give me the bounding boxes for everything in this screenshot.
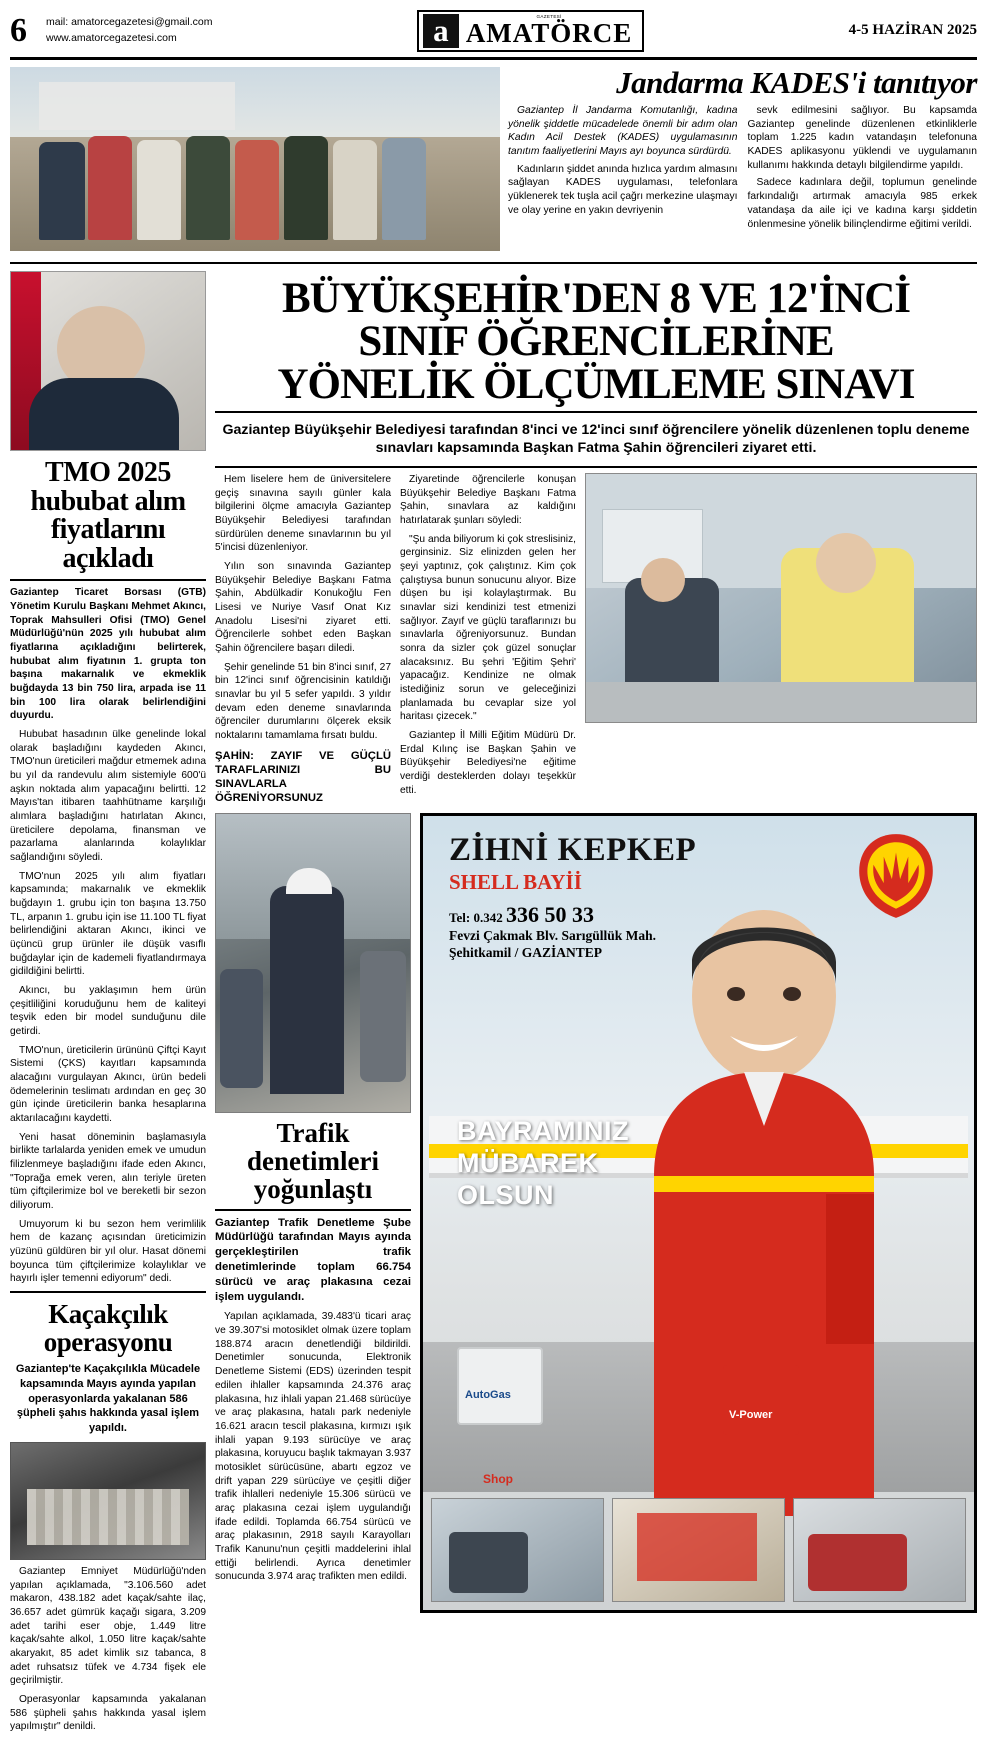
photo-seized-goods xyxy=(27,1489,190,1545)
photo-person xyxy=(284,136,328,240)
main-c1-p3: Şehir genelinde 51 bin 8'inci sınıf, 27 bin 12'inci sınıf öğrencisinin katıldığı sınavlar bu yıl 5 sefer yapıldı. 3 yıldır devam eden deneme sınavlarında öğrenciler durumlarını ölçerek eksik noktalarını tamamlama fırsatı buldu. xyxy=(215,661,391,741)
kades-headline: Jandarma KADES'i tanıtıyor xyxy=(616,65,977,100)
ad-greeting xyxy=(457,1116,629,1212)
main-headline-line-3: YÖNELİK ÖLÇÜMLEME SINAVI xyxy=(277,361,915,408)
photo-officer xyxy=(270,886,344,1095)
photo-tent xyxy=(39,82,235,130)
kacakcilik-p1: Gaziantep Emniyet Müdürlüğü'nden yapılan açıklamada, "3.106.560 adet makaron, 438.182 adet kaçak/sahte ilaç, 36.657 adet gümrük kaçağı sigara, 3.209 adet tarihi eser obje, 1.449 litre kaçak/sahte alkol, 1.050 litre kaçak/sahte akaryakıt, 85 adet kimlik sız tabanca, 8 adet ruhsatsız tüfek ve 4.734 fişek ele geçirilmiştir. xyxy=(10,1565,206,1687)
divider xyxy=(215,466,977,468)
left-column xyxy=(10,271,206,1739)
tmo-body xyxy=(10,586,206,1286)
masthead-mail: mail: amatorcegazetesi@gmail.com xyxy=(46,15,213,28)
photo-person xyxy=(88,136,132,240)
ad-phone xyxy=(449,902,594,928)
kades-column-2 xyxy=(748,104,978,235)
trafik-photo xyxy=(215,813,411,1113)
divider xyxy=(215,411,977,413)
main-story-columns xyxy=(215,473,977,805)
main-c1-p2: Yılın son sınavında Gaziantep Büyükşehir Belediye Başkanı Fatma Şahin, Abdülkadir Konukoğlu Fen Lisesi ve Nuriye Vasıf Onat Kız Anadolu Lisesi'ni ziyaret etti. Öğrencilerle sohbet eden Başkan Şahin öğrencilere başarı diledi. xyxy=(215,560,391,654)
bottom-area xyxy=(215,813,977,1613)
kacakcilik-p2: Operasyonlar kapsamında yakalanan 586 şüpheli şahıs hakkında yasal işlem yapılmıştır" denildi. xyxy=(10,1693,206,1733)
divider xyxy=(10,1291,206,1293)
ad-thumbnail-3 xyxy=(793,1498,966,1602)
ad-phone-label: Tel: 0.342 xyxy=(449,910,503,926)
main-content xyxy=(10,271,977,1739)
right-area xyxy=(215,271,977,1739)
ad-pump-vpower: V-Power xyxy=(723,1365,799,1435)
main-c1-p1: Hem liselere hem de üniversitelere geçiş sınavına sayılı günler kala bilgilerini ölçme amacıyla Gaziantep Büyükşehir Belediyesi tarafından sürdürülen deneme sınavlarının bu yıl 5'incisi düzenleniyor. xyxy=(215,473,391,554)
tmo-p5: TMO'nun, üreticilerin ürününü Çiftçi Kayıt Sistemi (ÇKS) kayıtları kapsamında alacağını vurgulayan Akıncı, ürün bedeli ödemelerinin teslimatı ardından en geç 30 gün içinde üreticilerin banka hesaplarına aktarılacağını kaydetti. xyxy=(10,1044,206,1125)
shell-advertisement[interactable] xyxy=(420,813,977,1613)
issue-date: 4-5 HAZİRAN 2025 xyxy=(848,22,977,38)
ad-greeting-line-3: OLSUN xyxy=(457,1179,554,1210)
page-number: 6 xyxy=(10,11,27,49)
kades-text-block xyxy=(508,67,977,257)
section-divider xyxy=(10,262,977,264)
photo-face xyxy=(641,558,685,602)
kades-lead: Gaziantep İl Jandarma Komutanlığı, kadına yönelik şiddetle mücadelede önemli bir adım olan Kadın Acil Destek (KADES) uygulamasının tanıtım faaliyetlerini Mayıs ayı boyunca sürdürdü. xyxy=(508,105,738,158)
sahin-visit-photo xyxy=(585,473,977,723)
thumb-vehicle xyxy=(808,1534,907,1591)
ad-thumbnail-strip xyxy=(431,1498,966,1602)
masthead xyxy=(10,8,977,60)
masthead-web: www.amatorcegazetesi.com xyxy=(46,31,177,44)
trafik-p1: Yapılan açıklamada, 39.483'ü ticari araç ve 39.307'si motosiklet olmak üzere toplam 188.874 aracın denetlendiği bildirildi. Denetimler sonucunda, Elektronik Denetleme Sistemi (EDS) üzerinden tespit edilen ihlaller kapsamında 24.376 araç plakasına, hız ihlali yapan 21.468 sürücüye ve araç plakasına, hatalı park nedeniyle 16.621 aracın tescil plakasına, kırmızı ışık ihlali yapan 9.193 sürücüye ve araç plakasına, koruyucu başlık takmayan 3.937 motosiklet sürücüsüne, abartı egzoz ve drift yapan 229 sürücüye ve çeşitli diğer trafik ihlalleri nedeniyle 15.306 sürücü ve araç plakasına cezai işlem uygulandığı ifade edildi. Toplamda 66.754 sürücü ve araç plakasının, 2918 sayılı Karayolları Trafik Kanunu'nun çeşitli maddelerini ihlal ettiği belirlendi. Ayrıca denetimler sonucunda 3.974 araç trafikten men edildi. xyxy=(215,1311,411,1583)
trafik-column xyxy=(215,813,411,1613)
kades-p1: Kadınların şiddet anında hızlıca yardım almasını sağlayan KADES uygulaması, telefonlara yüklenerek tek tuşla acil çağrı merkezine ulaşmayı ve olay yerine en yakın devriyenin xyxy=(508,163,738,216)
photo-person xyxy=(186,136,230,240)
ad-address-line-1: Fevzi Çakmak Blv. Sarıgüllük Mah. xyxy=(449,928,657,944)
tmo-p4: Akıncı, bu yaklaşımın hem ürün çeşitliliğini koruduğunu hem de kaliteyi teşvik eden bir model sunduğunu dile getirdi. xyxy=(10,985,206,1038)
top-story xyxy=(10,67,977,257)
tmo-p2: Hububat hasadının ülke genelinde lokal olarak başladığını kaydeden Akıncı, TMO'nun üreticileri mağdur etmemek adına bu yıl da randevulu alım sistemiyle 600'ü aşkın noktada alım yapacağını belirtti. 12 Mayıs'tan itibaren taahhütname karşılığı alımlara başladığını hatırlatan Akıncı, üreticilere depolama, finansman ve pazarlama alanlarında kolaylıklar sağlandığını söyledi. xyxy=(10,728,206,863)
photo-person xyxy=(333,140,377,240)
divider xyxy=(215,1209,411,1211)
kacakcilik-photo xyxy=(10,1442,206,1560)
tmo-p1: Gaziantep Ticaret Borsası (GTB) Yönetim Kurulu Başkanı Mehmet Akıncı, Toprak Mahsulleri Ofisi (TMO) Genel Müdürlüğü'nün 2025 yılı hububat alım fiyatlarına açıkladığını belirterek, hububat alım fiyatının 1. grupta ton başına makarnalık ve ekmeklik buğdayda 13 bin 750 lira, arpada ise 11 bin 100 lira olarak belirlendiğini duyurdu. xyxy=(10,587,206,722)
main-headline-line-1: BÜYÜKŞEHİR'DEN 8 VE 12'İNCİ xyxy=(281,275,911,322)
photo-person xyxy=(235,140,279,240)
ad-address-line-2: Şehitkamil / GAZİANTEP xyxy=(449,944,603,960)
logo-subtitle: GAZETESİ xyxy=(536,14,562,19)
ad-pump-autogas xyxy=(457,1347,543,1425)
kacakcilik-headline: Kaçakçılık operasyonu xyxy=(43,1299,173,1357)
tmo-p7: Umuyorum ki bu sezon hem verimlilik hem de kazanç açısından üreticimizin yüzünü güldüren bir yıl olur. Hasat dönemi boyunca tüm çiftçilerimize kolaylıklar ve hayırlı işler temenni ediyorum" dedi. xyxy=(10,1218,206,1285)
kacakcilik-intro: Gaziantep'te Kaçakçılıkla Mücadele kapsamında Mayıs ayında yapılan operasyonlarda yakalanan 586 şüpheli şahıs hakkında yasal işlem yapıldı. xyxy=(15,1363,201,1435)
main-headline xyxy=(215,277,977,406)
photo-person xyxy=(39,142,85,240)
kades-p3: Sadece kadınlara değil, toplumun genelinde farkındalığı artırmak amacıyla 985 erkek vatandaşa da aile içi ve kadına karşı şiddetin önlenmesine yönelik bilinçlendirme eğitimi verildi. xyxy=(747,177,977,230)
trafik-body xyxy=(215,1310,411,1583)
divider xyxy=(10,579,206,581)
kades-photo xyxy=(10,67,500,251)
main-pullquote: ŞAHİN: ZAYIF VE GÜÇLÜ TARAFLARINIZI BU SINAVLARLA ÖĞRENİYORSUNUZ xyxy=(215,749,391,804)
masthead-contact xyxy=(46,15,212,47)
main-c2-p3: Gaziantep İl Milli Eğitim Müdürü Dr. Erdal Kılınç ise Başkan Şahin ve Büyükşehir Belediyesi'ne eğitime verdiği desteklerden dolayı teşekkür etti. xyxy=(400,730,576,796)
tmo-headline: TMO 2025 hububat alım fiyatlarını açıkladı xyxy=(30,457,186,574)
ad-thumbnail-2 xyxy=(612,1498,785,1602)
kacakcilik-body xyxy=(10,1565,206,1734)
kades-column-1 xyxy=(508,104,738,235)
trafik-intro: Gaziantep Trafik Denetleme Şube Müdürlüğü tarafından Mayıs ayında gerçekleştirilen trafik denetimlerinde toplam 66.754 sürücü ve araç plakasına cezai işlem uygulandı. xyxy=(215,1216,411,1303)
photo-vehicle xyxy=(220,969,263,1088)
ad-title: ZİHNİ KEPKEP xyxy=(449,832,697,869)
main-column-2 xyxy=(400,473,576,805)
ad-subtitle: SHELL BAYİİ xyxy=(449,870,582,895)
kades-p2: sevk edilmesini sağlıyor. Bu kapsamda Gaziantep genelinde düzenlenen etkinliklerle toplam 1.225 kadın vatandaşın telefonuna KADES aplikasyonu yüklendi ve uygulamanın kullanımı hakkında detaylı bilgilendirme yapıldı. xyxy=(747,105,977,171)
ad-greeting-line-1: BAYRAMINIZ xyxy=(457,1116,630,1147)
ad-greeting-line-2: MÜBAREK xyxy=(457,1147,599,1178)
tmo-p6: Yeni hasat döneminin başlamasıyla birlikte tarlalarda yeniden emek ve umudun filizlenmeye başladığını ifade eden Akıncı, "Toprağa emek veren, alın teriyle üreten tüm çiftçilerimize bol ve bereketli bir sezon diliyorum. xyxy=(10,1131,206,1212)
main-column-3 xyxy=(585,473,977,805)
trafik-headline: Trafik denetimleri yoğunlaştı xyxy=(247,1118,379,1204)
tmo-portrait-photo xyxy=(10,271,206,451)
thumb-pump xyxy=(637,1513,757,1580)
ad-thumbnail-1 xyxy=(431,1498,604,1602)
logo-wordmark: AMATÖRCE xyxy=(465,18,633,48)
photo-person xyxy=(137,140,181,240)
logo-letter: a xyxy=(423,14,459,48)
main-c2-p1: Ziyaretinde öğrencilerle konuşan Büyükşehir Belediye Başkanı Fatma Şahin, sınavlara az kaldığını hatırlatarak şunları söyledi: xyxy=(400,473,576,526)
ad-phone-number: 336 50 33 xyxy=(505,902,594,928)
main-c2-p2: "Şu anda biliyorum ki çok streslisiniz, gerginsiniz. Siz elinizden gelen her şeyi yaptınız, çok çalıştınız. Kim çok çalıştıysa bunun sonucunu alıyor. Bize düşen bu işi kolaylaştırmak. Bu sınavlar sizi kendinizi test etmenizi sağlıyor. Zayıf ve güçlü taraflarınızı bu sınavlarla öğreniyorsunuz. Bundan sonra da sizler çok güzel sonuçlar alacaksınız. Bu şehri 'Eğitim Şehri' yapacağız. Kendinize ne olmak istediğiniz sorun ve geleceğinizi planlamada bu cevaplar size yol haritası çizecek." xyxy=(400,533,576,723)
portrait-suit xyxy=(29,378,179,450)
tmo-p3: TMO'nun 2025 yılı alım fiyatları kapsamında; makarnalık ve ekmeklik buğdayın 1. grubu için ton başına 13.750 TL, arpanın 1. grubu için ise 11.100 TL fiyat belirlendiğini aktaran Akıncı, ikinci ve üçüncü grup ürünler ile düşük vasıflı buğdaylar için de kademeli fiyatlandırmaya gidildiğini belirtti. xyxy=(10,870,206,978)
newspaper-logo xyxy=(417,10,645,52)
main-headline-line-2: SINIF ÖĞRENCİLERİNE xyxy=(358,318,834,365)
main-deck: Gaziantep Büyükşehir Belediyesi tarafından 8'inci ve 12'inci sınıf öğrencilere yönelik düzenlenen toplu deneme sınavları kapsamında Başkan Fatma Şahin öğrencileri ziyaret etti. xyxy=(222,422,970,457)
ad-pump-label-autogas: AutoGas xyxy=(465,1389,511,1402)
photo-floor xyxy=(586,682,976,722)
thumb-car xyxy=(449,1532,528,1593)
main-column-1 xyxy=(215,473,391,805)
photo-vehicle xyxy=(360,951,407,1082)
photo-person xyxy=(382,138,426,240)
ad-shop-label: Shop xyxy=(483,1472,513,1487)
